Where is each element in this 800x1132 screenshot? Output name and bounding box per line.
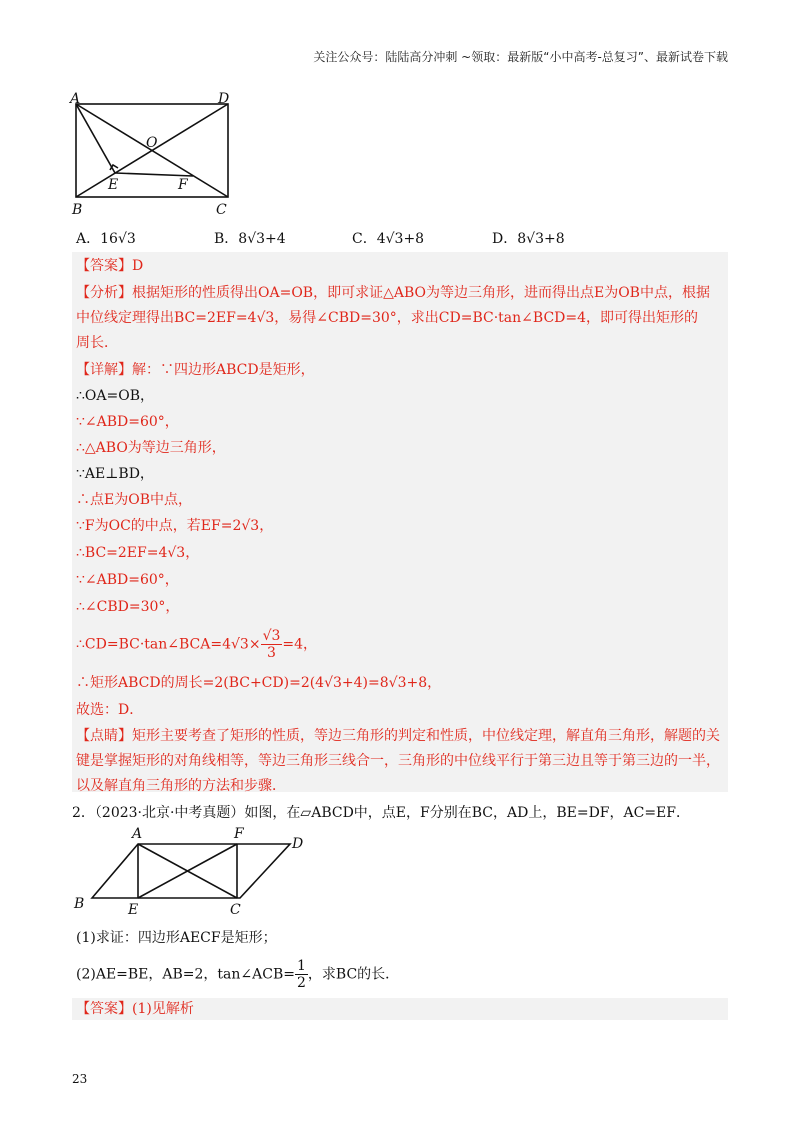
label-C: C [230,902,241,918]
page-header: 关注公众号：陆陆高分冲刺 ~领取：最新版“小中高考-总复习”、最新试卷下载 [313,50,728,64]
comment-line-2: 键是掌握矩形的对角线相等，等边三角形三线合一，三角形的中位线平行于第三边且等于第三边的一半， [76,753,720,769]
analysis-line-1: 【分析】根据矩形的性质得出OA=OB，即可求证△ABO为等边三角形，进而得出点E为OB中点，根据 [76,285,710,301]
step-line: ∵∠ABD=60°， [76,414,179,430]
label-C: C [216,202,227,218]
detail-first-line: 【详解】解：∵四边形ABCD是矩形， [76,362,315,378]
fraction: $\frac{√3}{3}$ [262,628,281,661]
step-line: ∴点E为OB中点， [76,492,192,508]
step-line: ∴BC=2EF=4√3， [76,545,200,561]
choice-b: B．8√3+4 [214,231,286,247]
comment-line-3: 以及解直角三角形的方法和步骤． [76,778,286,794]
answer-line: 【答案】D [76,258,144,274]
label-B: B [72,202,83,218]
label-A: A [70,92,81,107]
label-B: B [74,896,85,912]
step-line: ∴矩形ABCD的周长=2(BC+CD)=2(4√3+4)=8√3+8， [76,675,442,691]
label-O: O [146,135,158,151]
label-F: F [178,177,188,193]
label-E: E [128,902,139,918]
question-2: 2．（2023·北京·中考真题）如图，在▱ABCD中，点E，F分别在BC，AD上，BE=DF，AC=EF． [72,805,690,821]
analysis-line-2: 中位线定理得出BC=2EF=4√3，易得∠CBD=30°，求出CD=BC·tan∠BCD=4，即可得出矩形的 [76,310,699,326]
choice-d: D．8√3+8 [492,231,565,247]
label-D: D [218,92,230,107]
parallelogram-figure [70,822,320,922]
step-line: ∴∠CBD=30°， [76,599,180,615]
label-A: A [132,826,143,842]
question-2-part-2: (2)AE=BE，AB=2，tan∠ACB= $\frac{1}{2}$ ，求BC的长． [76,958,400,991]
step-line: ∴OA=OB， [76,388,154,404]
step-line: ∵F为OC的中点，若EF=2√3， [76,518,274,534]
label-D: D [292,836,304,852]
analysis-line-3: 周长． [76,335,118,351]
choice-a: A．16√3 [76,231,136,247]
choice-c: C．4√3+8 [352,231,425,247]
step-line-fraction: ∴CD=BC·tan∠BCA=4√3× $\frac{√3}{3}$ =4， [76,628,318,661]
page-number: 23 [72,1072,88,1086]
step-line: 故选：D． [76,702,144,718]
rectangle-figure [66,92,246,222]
step-line: ∵∠ABD=60°， [76,572,179,588]
comment-line-1: 【点睛】矩形主要考查了矩形的性质，等边三角形的判定和性质，中位线定理，解直角三角形，解题的关 [76,728,720,744]
answer-choices [76,228,726,248]
answer-line-2: 【答案】(1)见解析 [76,1001,194,1017]
question-2-part-1: (1)求证：四边形AECF是矩形； [76,930,277,946]
fraction: $\frac{1}{2}$ [297,958,306,991]
label-F: F [234,826,244,842]
label-E: E [108,177,119,193]
step-line: ∵AE⊥BD， [76,466,154,482]
step-line: ∴△ABO为等边三角形， [76,440,226,456]
